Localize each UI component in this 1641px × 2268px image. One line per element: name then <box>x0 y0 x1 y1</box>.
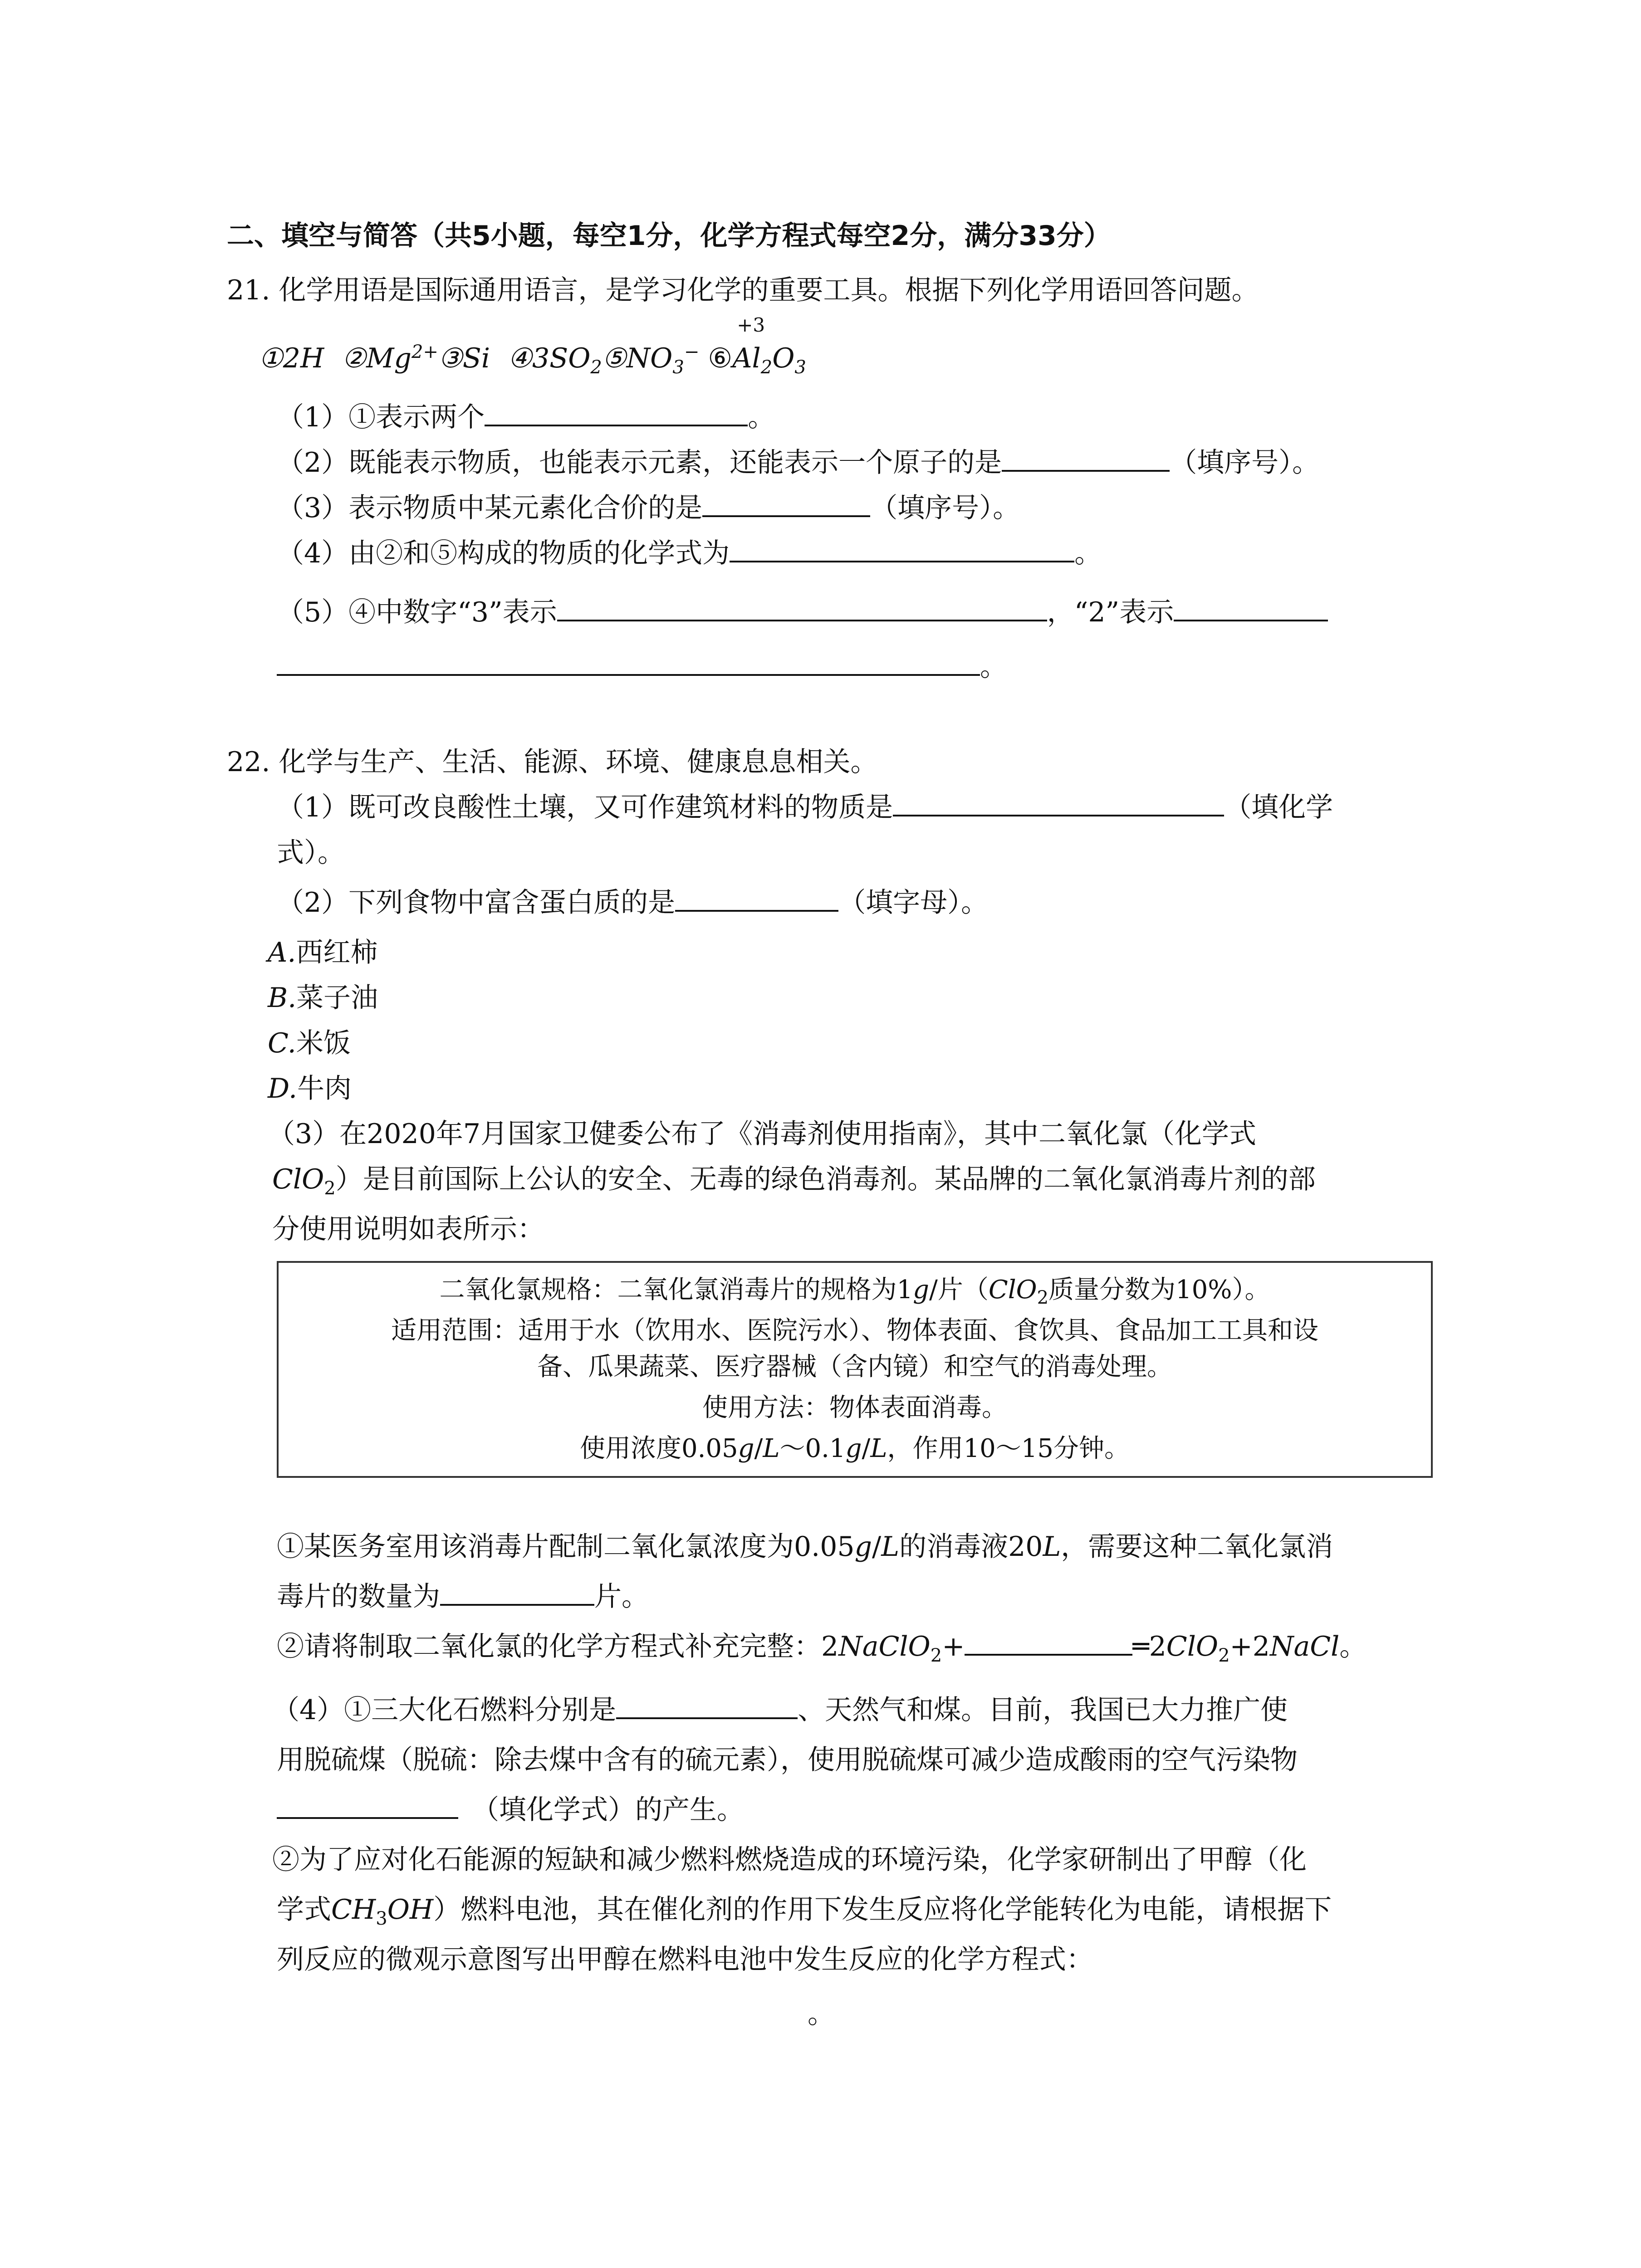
formula-sub: 2 <box>324 1178 336 1199</box>
unit: L <box>870 1434 887 1463</box>
q22-part4-2-l3 <box>0 1932 1641 1987</box>
option-text: 米饭 <box>296 1027 351 1059</box>
q22-sub1-text3: ，需要这种二氧化氯消 <box>1061 1531 1333 1563</box>
q22-sub2 <box>0 1619 1641 1674</box>
unit: L <box>763 1434 780 1463</box>
symbol-2 <box>342 342 438 374</box>
q22-part4-2-text4: 列反应的微观示意图写出甲醇在燃料电池中发生反应的化学方程式： <box>277 1944 1093 1975</box>
spec-text: 二氧化氯规格：二氧化氯消毒片的规格为1 <box>439 1275 913 1305</box>
symbol-4 <box>508 342 602 378</box>
answer-blank[interactable] <box>440 1572 594 1606</box>
formula-oh: OH <box>387 1894 434 1926</box>
section-title <box>0 209 1641 263</box>
option-letter: D. <box>268 1073 298 1105</box>
unit: g <box>854 1531 872 1563</box>
q21-part2-end: （填序号）。 <box>1170 447 1320 479</box>
scope-text-1: 适用范围：适用于水（饮用水、医院污水）、物体表面、食饮具、食品加工工具和设 <box>391 1316 1318 1345</box>
answer-blank[interactable] <box>1002 438 1170 472</box>
q21-stem-text: 21. 化学用语是国际通用语言，是学习化学的重要工具。根据下列化学用语回答问题。 <box>227 274 1259 306</box>
symbol-6-prefix: ⑥ <box>708 342 733 374</box>
answer-blank[interactable] <box>965 1622 1132 1656</box>
q22-part3-text: （3）在2020年7月国家卫健委公布了《消毒剂使用指南》，其中二氧化氯（化学式 <box>268 1118 1257 1150</box>
plus: + <box>942 1631 965 1662</box>
q21-symbols <box>0 314 1641 386</box>
answer-blank[interactable] <box>557 588 1047 621</box>
symbol-2-base: ②Mg <box>342 342 412 374</box>
answer-blank[interactable] <box>1174 588 1328 621</box>
concentration-line <box>279 1426 1431 1471</box>
formula-sub: 2 <box>930 1645 942 1666</box>
q21-part1-end: 。 <box>748 401 775 433</box>
answer-blank[interactable] <box>702 484 870 517</box>
unit: g <box>913 1275 930 1305</box>
method-text: 使用方法：物体表面消毒。 <box>702 1393 1007 1422</box>
q22-part1-note: （填化学 <box>1224 792 1333 823</box>
q22-part4-2-l2 <box>0 1882 1641 1937</box>
symbol-6-valence: +3 <box>737 314 765 336</box>
symbol-6-o: O <box>772 342 795 374</box>
q22-part1-cont <box>0 826 1641 880</box>
q22-part4 <box>0 1683 1641 1737</box>
q22-part4-2-period: 。 <box>808 1998 835 2030</box>
formula-naclo2: NaClO <box>838 1631 931 1662</box>
method-line <box>279 1385 1431 1431</box>
spec-text3: 质量分数为10%）。 <box>1048 1275 1270 1305</box>
option-text: 西红柿 <box>296 937 378 968</box>
answer-blank[interactable] <box>675 878 838 912</box>
symbol-1: ①2H <box>259 342 324 374</box>
symbol-6-sub1: 2 <box>760 357 773 378</box>
option-letter: A. <box>268 937 296 968</box>
q21-part5-mid: ，“2”表示 <box>1047 596 1174 628</box>
symbol-6 <box>708 314 806 386</box>
conc-text2: ～0.1 <box>779 1434 846 1463</box>
q22-sub1-text: ①某医务室用该消毒片配制二氧化氯浓度为0.05 <box>277 1531 855 1563</box>
conc-text3: ，作用10～15分钟。 <box>887 1434 1130 1463</box>
formula-sub: 2 <box>1218 1645 1230 1666</box>
scope-text-2: 备、瓜果蔬菜、医疗器械（含内镜）和空气的消毒处理。 <box>537 1352 1172 1382</box>
scope-line-2 <box>279 1344 1431 1390</box>
unit: L <box>1043 1531 1061 1563</box>
q22-sub1-end: 片。 <box>594 1581 649 1613</box>
formula-sub: 2 <box>1037 1287 1049 1309</box>
spec-text2: /片（ <box>929 1275 989 1305</box>
q22-part4-text: （4）①三大化石燃料分别是 <box>272 1694 617 1726</box>
q22-part1-note-end: 式）。 <box>277 837 345 869</box>
spec-line <box>279 1267 1431 1313</box>
q21-part5-cont <box>0 640 1641 694</box>
symbol-4-sub: 2 <box>590 357 602 378</box>
q22-sub1-text4: 毒片的数量为 <box>277 1581 440 1613</box>
symbol-5-sub: 3 <box>672 357 684 378</box>
q22-part1-text: （1）既可改良酸性土壤，又可作建筑材料的物质是 <box>277 792 893 823</box>
q21-part5-end: 。 <box>980 651 1007 683</box>
q22-part2 <box>0 875 1641 930</box>
q21-part5 <box>0 585 1641 640</box>
q22-part4-2-l1 <box>0 1833 1641 1887</box>
equals: ═2 <box>1132 1631 1166 1662</box>
q21-part3-text: （3）表示物质中某元素化合价的是 <box>277 492 703 524</box>
q22-stem-text: 22. 化学与生产、生活、能源、环境、健康息息相关。 <box>227 746 878 778</box>
answer-blank[interactable] <box>730 529 1074 562</box>
formula-clo2: ClO <box>988 1275 1037 1305</box>
q22-part3-text2: ）是目前国际上公认的安全、无毒的绿色消毒剂。某品牌的二氧化氯消毒片剂的部 <box>335 1163 1316 1195</box>
symbol-6-sub2: 3 <box>794 357 806 378</box>
q21-stem <box>0 263 1641 318</box>
q22-part2-text: （2）下列食物中富含蛋白质的是 <box>277 887 676 919</box>
q21-part2-text: （2）既能表示物质，也能表示元素，还能表示一个原子的是 <box>277 447 1002 479</box>
symbol-5-charge: − <box>684 342 700 362</box>
q22-part2-end: （填字母）。 <box>838 887 989 919</box>
symbol-6-al: Al <box>732 342 761 374</box>
q21-part4 <box>0 526 1641 581</box>
unit: L <box>881 1531 900 1563</box>
q22-sub2-text: ②请将制取二氧化氯的化学方程式补充完整：2 <box>277 1631 839 1662</box>
q22-sub2-end: 。 <box>1339 1631 1367 1662</box>
q22-sub1-cont <box>0 1569 1641 1624</box>
answer-blank[interactable] <box>616 1686 798 1719</box>
slash: / <box>862 1434 871 1463</box>
q22-part4-l3 <box>0 1783 1641 1837</box>
q22-part4-2-text2: 学式 <box>277 1894 331 1926</box>
q21-part3-end: （填序号）。 <box>870 492 1020 524</box>
q22-part4-text4: （填化学式）的产生。 <box>472 1794 744 1826</box>
q22-part4-2-text3: ）燃料电池，其在催化剂的作用下发生反应将化学能转化为电能，请根据下 <box>433 1894 1332 1926</box>
option-text: 菜子油 <box>296 982 378 1014</box>
q21-part4-text: （4）由②和⑤构成的物质的化学式为 <box>277 538 730 569</box>
q22-sub1 <box>0 1520 1641 1574</box>
formula-clo2: ClO <box>272 1163 324 1195</box>
answer-blank[interactable] <box>277 1785 458 1819</box>
q22-part3-text3: 分使用说明如表所示： <box>272 1213 544 1245</box>
q22-part4-text3: 用脱硫煤（脱硫：除去煤中含有的硫元素），使用脱硫煤可减少造成酸雨的空气污染物 <box>277 1744 1298 1776</box>
symbol-4-base: ④3SO <box>508 342 591 374</box>
symbol-5-base: ⑤NO <box>602 342 673 374</box>
formula-clo2: ClO <box>1166 1631 1219 1662</box>
q21-part5-text: （5）④中数字“3”表示 <box>277 596 557 628</box>
answer-blank[interactable] <box>277 642 980 676</box>
conc-text: 使用浓度0.05 <box>579 1434 738 1463</box>
formula-ch3oh: CH <box>331 1894 376 1926</box>
instructions-table <box>277 1261 1433 1478</box>
q22-part4-2-end <box>0 1987 1641 2041</box>
q21-part4-end: 。 <box>1074 538 1102 569</box>
answer-blank[interactable] <box>485 393 748 426</box>
slash: / <box>754 1434 763 1463</box>
answer-blank[interactable] <box>893 783 1224 816</box>
symbol-3: ③Si <box>438 342 490 374</box>
option-letter: B. <box>268 982 297 1014</box>
option-letter: C. <box>268 1027 296 1059</box>
q21-part1-text: （1）①表示两个 <box>277 401 485 433</box>
plus-coef: +2 <box>1230 1631 1270 1662</box>
q22-part4-2-text: ②为了应对化石能源的短缺和减少燃料燃烧造成的环境污染，化学家研制出了甲醇（化 <box>272 1844 1307 1876</box>
slash: / <box>872 1531 882 1563</box>
option-text: 牛肉 <box>297 1073 352 1105</box>
q22-part4-l2 <box>0 1733 1641 1787</box>
q22-part3-l2 <box>0 1152 1641 1207</box>
q22-part3-l3 <box>0 1202 1641 1256</box>
symbol-5 <box>602 342 700 378</box>
section-title-text: 二、填空与简答（共5小题，每空1分，化学方程式每空2分，满分33分） <box>227 220 1111 252</box>
formula-nacl: NaCl <box>1269 1631 1340 1662</box>
q22-sub1-text2: 的消毒液20 <box>899 1531 1043 1563</box>
unit: g <box>738 1434 754 1463</box>
q22-part4-text2: 、天然气和煤。目前，我国已大力推广使 <box>798 1694 1288 1726</box>
formula-sub: 3 <box>376 1908 387 1929</box>
symbol-2-charge: 2+ <box>411 342 438 362</box>
unit: g <box>845 1434 862 1463</box>
